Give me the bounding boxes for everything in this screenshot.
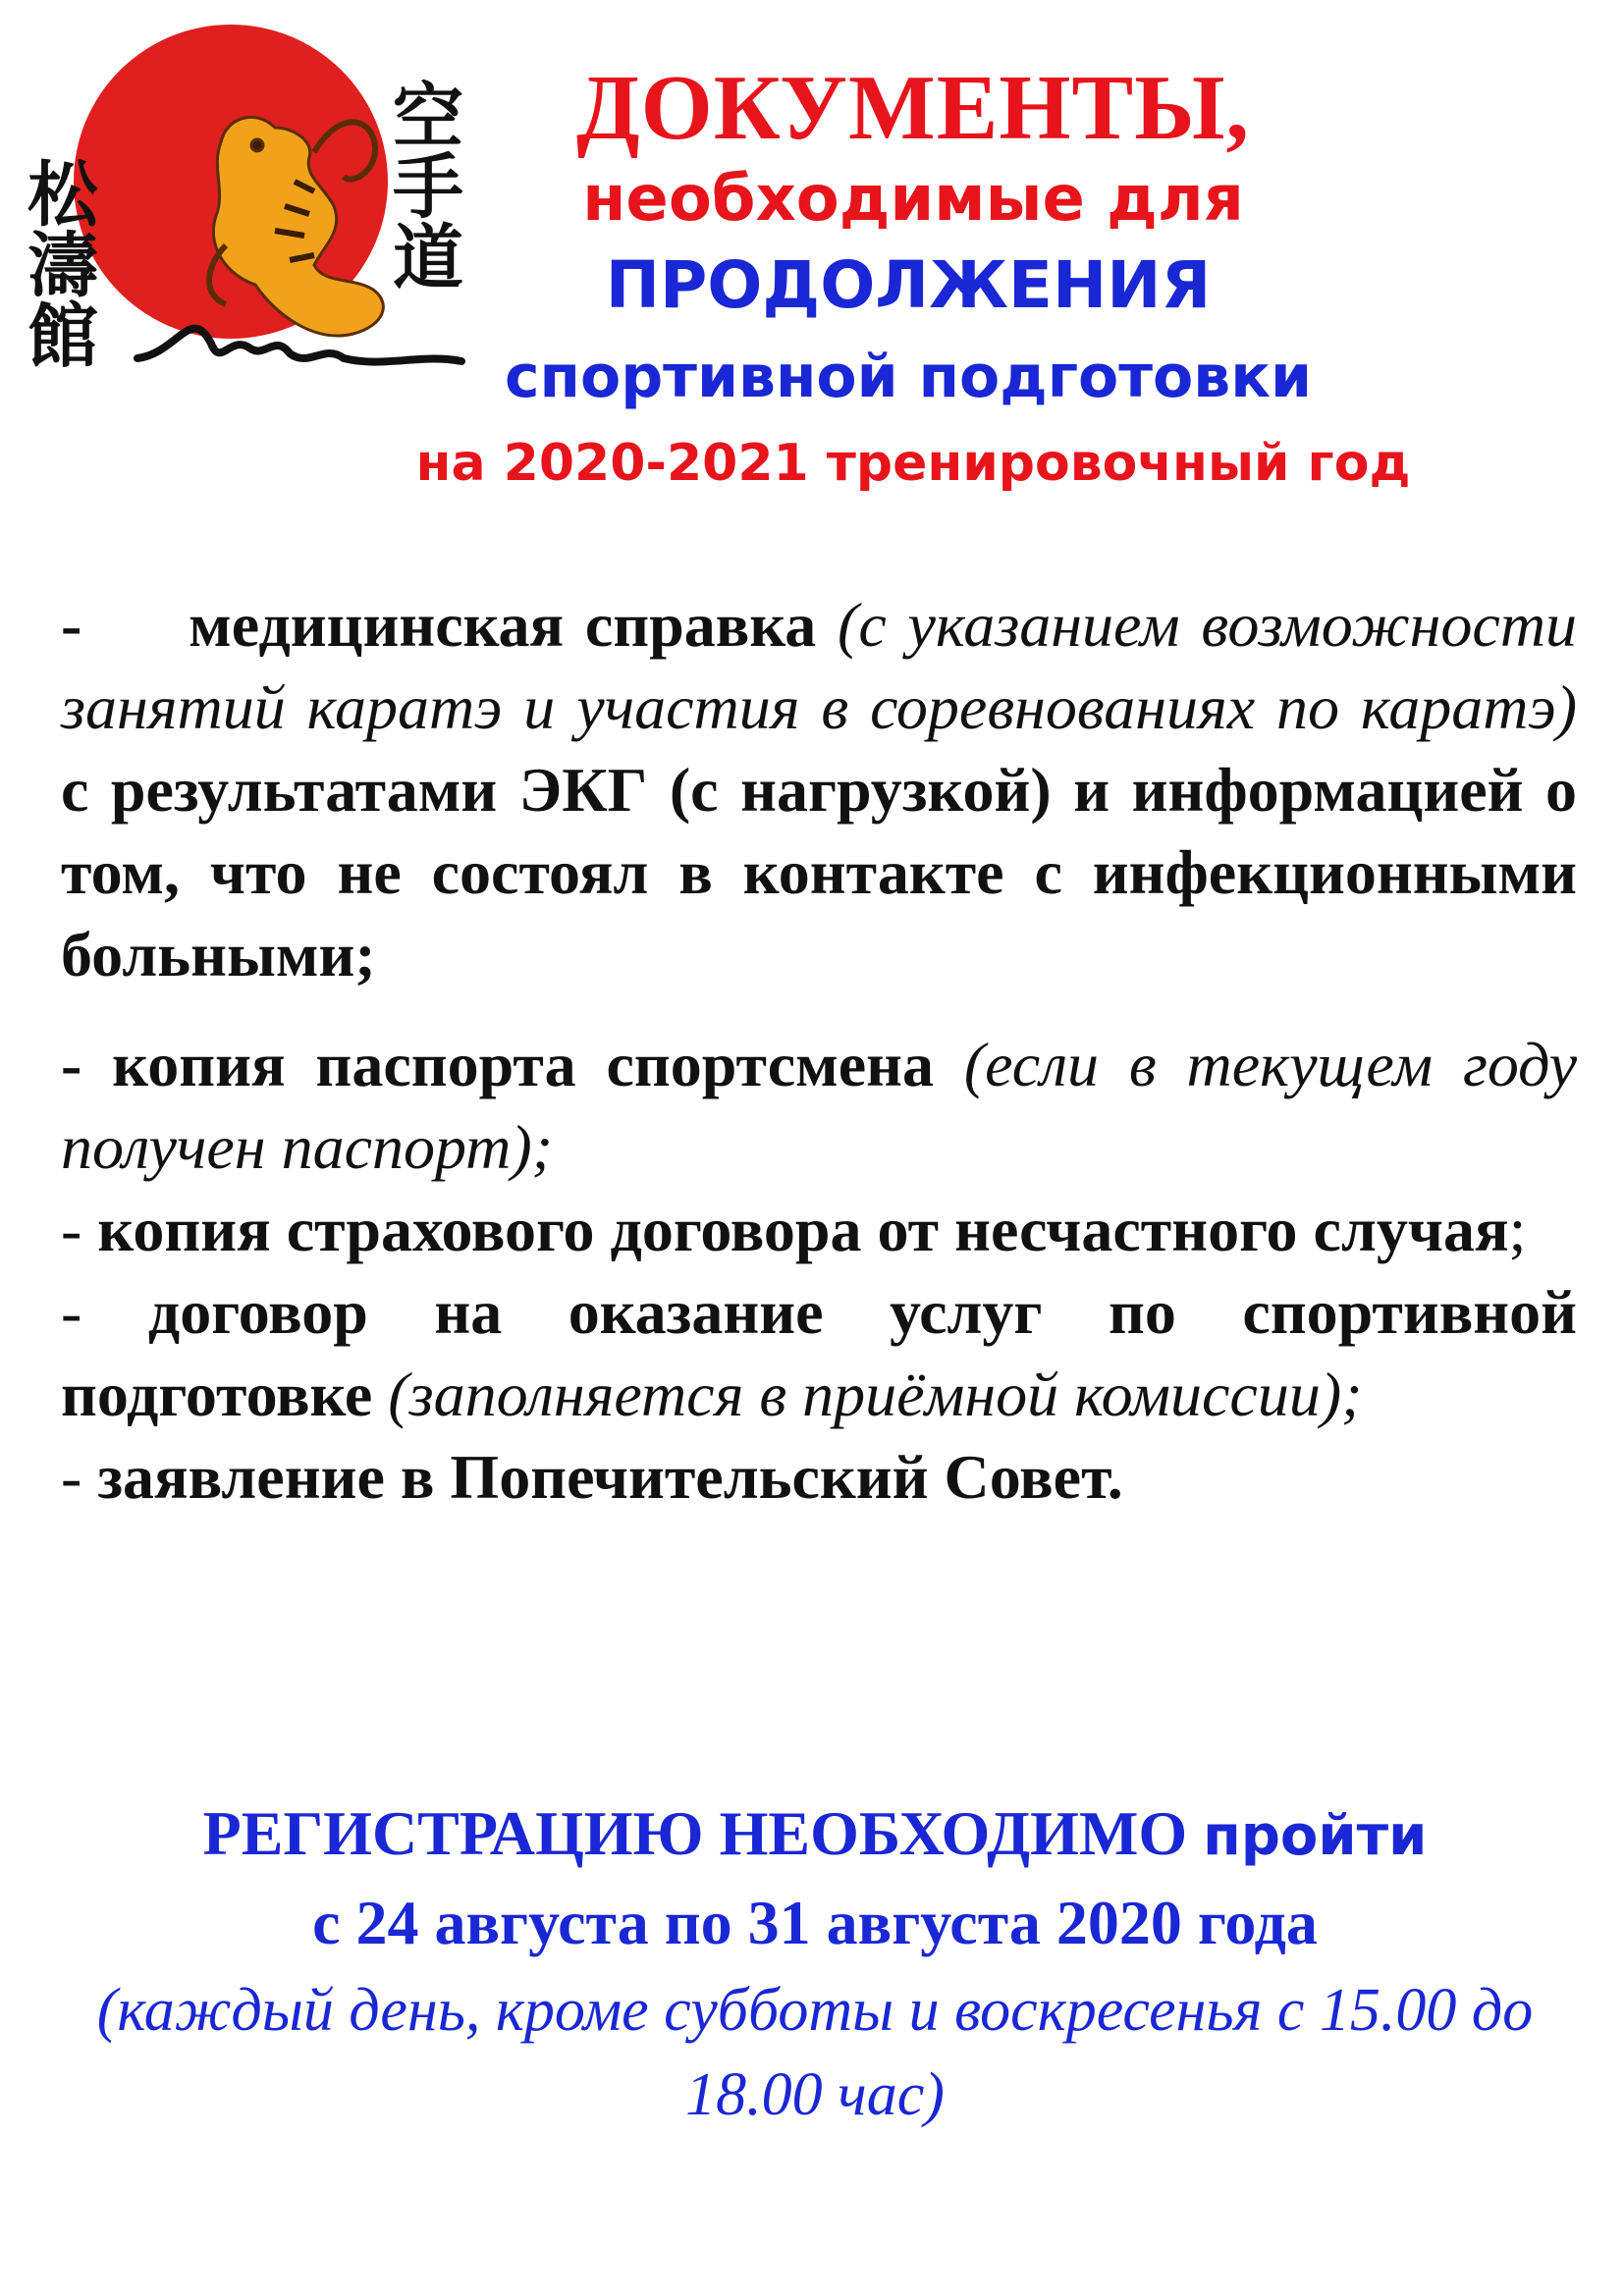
- item-application-title: заявление в Попечительский Совет.: [97, 1442, 1123, 1512]
- list-item-passport: [61, 1024, 1577, 1189]
- item-dash: -: [61, 1030, 82, 1099]
- list-item-contract: [61, 1271, 1577, 1436]
- logo-left-kanji: 松濤館: [16, 157, 98, 369]
- list-item-insurance: [61, 1189, 1577, 1271]
- subtitle-sport-training: спортивной подготовки: [504, 343, 1312, 411]
- item-contract-note: (заполняется в приёмной комиссии);: [388, 1360, 1363, 1429]
- subtitle-year: на 2020-2021 тренировочный год: [415, 434, 1411, 493]
- item-medical-details: с результатами ЭКГ (с нагрузкой) и информацией о том, что не состоял в контакте с инфекционными больными;: [61, 755, 1577, 989]
- item-dash: -: [61, 1195, 82, 1264]
- list-item-application: [61, 1436, 1577, 1519]
- item-passport-title: копия паспорта спортсмена: [112, 1030, 934, 1099]
- registration-schedule: (каждый день, кроме субботы и воскресенья с 15.00 до 18.00 час): [96, 1977, 1534, 2128]
- documents-list: [61, 584, 1577, 1519]
- subtitle-needed: необходимые для: [582, 163, 1244, 236]
- registration-heading: [59, 1792, 1571, 1878]
- item-passport-note: (если в текущем году получен паспорт);: [61, 1030, 1578, 1182]
- item-medical-title: медицинская справка: [189, 590, 817, 660]
- title-documents: ДОКУМЕНТЫ,: [575, 57, 1251, 159]
- item-dash: -: [61, 1442, 82, 1512]
- title-continuation: ПРОДОЛЖЕНИЯ: [605, 247, 1212, 323]
- registration-upper: РЕГИСТРАЦИЮ НЕОБХОДИМО: [202, 1798, 1188, 1868]
- item-medical-note: (с указанием возможности занятий каратэ и участия в соревнованиях по каратэ): [61, 590, 1578, 742]
- logo-right-kanji: 空手道: [381, 79, 463, 291]
- document-header: [157, 57, 1551, 505]
- registration-footer: [59, 1792, 1571, 2137]
- list-item-medical: [61, 584, 1577, 996]
- item-dash: -: [61, 1277, 82, 1347]
- item-insurance-punct: ;: [1508, 1195, 1527, 1264]
- item-dash: -: [61, 590, 82, 660]
- registration-dates: с 24 августа по 31 августа 2020 года: [312, 1888, 1318, 1957]
- item-insurance-title: копия страхового договора от несчастного случая: [97, 1195, 1509, 1264]
- item-contract-title: договор на оказание услуг по спортивной подготовке: [61, 1277, 1578, 1429]
- registration-lower: пройти: [1203, 1804, 1428, 1868]
